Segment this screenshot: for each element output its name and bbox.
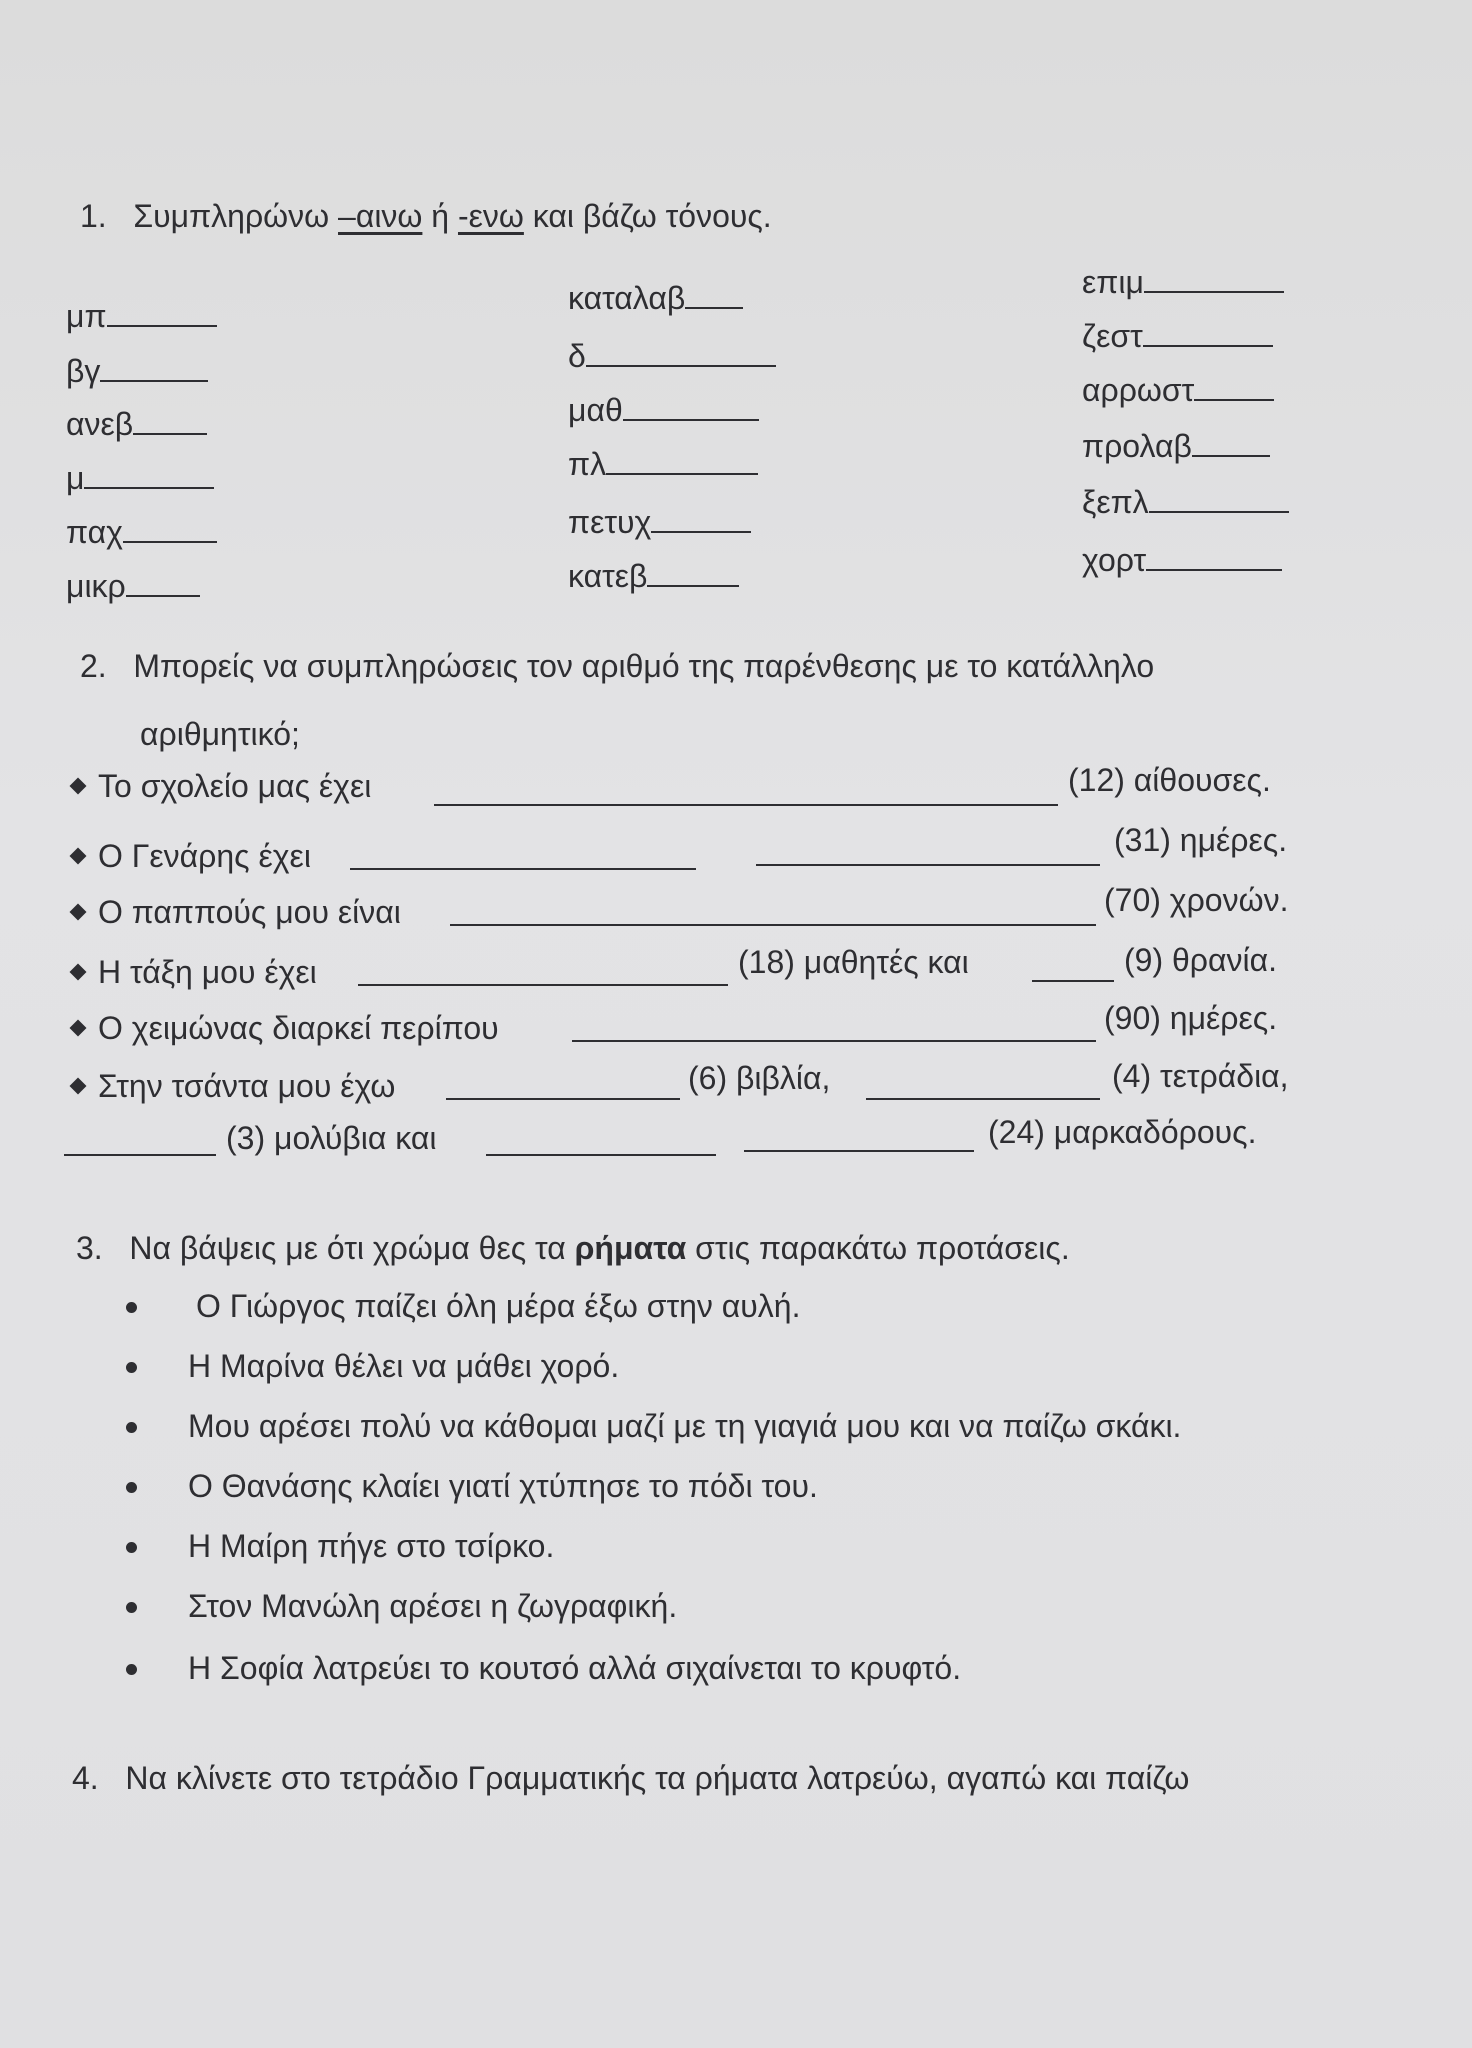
ex3-text-bold: ρήματα (574, 1230, 687, 1266)
ex1-word: μπ (66, 300, 217, 332)
ex3-sentence: Η Μαίρη πήγε στο τσίρκο. (188, 1528, 555, 1564)
ex3-sentence: Ο Γιώργος παίζει όλη μέρα έξω στην αυλή. (196, 1288, 801, 1324)
ex2-number: 2. (80, 648, 107, 684)
ex3-sentence: Μου αρέσει πολύ να κάθομαι μαζί με τη γιαγιά μου και να παίζω σκάκι. (188, 1408, 1182, 1444)
ex3-number: 3. (76, 1230, 103, 1266)
ex2-row-value: (3) μολύβια και (226, 1120, 437, 1156)
diamond-bullet-icon (70, 963, 87, 980)
ex1-option-eno: -ενω (457, 198, 524, 234)
ex3-heading (76, 1232, 1070, 1264)
ex4-text: Να κλίνετε στο τετράδιο Γραμματικής τα ρήματα λατρεύω, αγαπώ και παίζω (125, 1760, 1190, 1796)
ex1-text-mid: ή (422, 198, 458, 234)
ex1-word: μικρ (66, 570, 200, 602)
ex1-text-pre: Συμπληρώνω (133, 198, 339, 234)
ex1-text-post: και βάζω τόνους. (523, 198, 772, 234)
bullet-dot-icon (126, 1542, 137, 1553)
ex1-heading (80, 200, 772, 232)
ex2-row: Ο Γενάρης έχει (72, 840, 311, 872)
ex2-blank (358, 980, 728, 986)
diamond-bullet-icon (70, 903, 87, 920)
diamond-bullet-icon (70, 1019, 87, 1036)
ex1-word: μαθ (568, 394, 759, 426)
ex1-word: μ (66, 462, 214, 494)
ex2-heading (80, 650, 1154, 682)
bullet-dot-icon (126, 1362, 137, 1373)
ex2-blank (450, 920, 1096, 926)
ex1-word: πετυχ (568, 506, 751, 538)
ex2-row: Στην τσάντα μου έχω (72, 1070, 395, 1102)
ex2-blank (744, 1146, 974, 1152)
diamond-bullet-icon (70, 1077, 87, 1094)
ex2-blank (350, 864, 696, 870)
ex1-word: αρρωστ (1082, 374, 1274, 406)
diamond-bullet-icon (70, 777, 87, 794)
ex3-text-post: στις παρακάτω προτάσεις. (686, 1230, 1070, 1266)
ex4-heading (72, 1762, 1189, 1794)
ex1-word: προλαβ (1082, 430, 1270, 462)
ex1-word: πλ (568, 448, 758, 480)
ex3-sentence: Στον Μανώλη αρέσει η ζωγραφική. (188, 1588, 678, 1624)
ex2-row-value: (12) αίθουσες. (1068, 762, 1271, 798)
diamond-bullet-icon (70, 847, 87, 864)
ex2-blank (1032, 976, 1114, 982)
bullet-dot-icon (126, 1302, 137, 1313)
ex2-blank (756, 860, 1100, 866)
ex2-row: Ο παππούς μου είναι (72, 896, 401, 928)
ex1-word: παχ (66, 516, 217, 548)
ex2-blank (486, 1150, 716, 1156)
ex1-option-aino: –αινω (338, 198, 423, 234)
ex1-word: ξεπλ (1082, 486, 1289, 518)
ex2-row-value: (90) ημέρες. (1104, 1000, 1278, 1036)
bullet-dot-icon (126, 1422, 137, 1433)
ex2-row-value-2: (9) θρανία. (1124, 942, 1277, 978)
ex1-word: χορτ (1082, 544, 1282, 576)
ex1-word: δ (568, 340, 776, 372)
ex2-row: Η τάξη μου έχει (72, 956, 317, 988)
ex2-blank (434, 800, 1058, 806)
ex2-row: Ο χειμώνας διαρκεί περίπου (72, 1012, 499, 1044)
ex2-title-line1: Μπορείς να συμπληρώσεις τον αριθμό της παρένθεσης με το κατάλληλο (133, 648, 1155, 684)
ex1-word: κατεβ (568, 560, 739, 592)
ex3-sentence: Ο Θανάσης κλαίει γιατί χτύπησε το πόδι του. (188, 1468, 818, 1504)
ex2-row-value: (70) χρονών. (1104, 882, 1289, 918)
ex2-row-value-2: (4) τετράδια, (1112, 1058, 1289, 1094)
ex3-text-pre: Να βάψεις με ότι χρώμα θες τα (129, 1230, 575, 1266)
bullet-dot-icon (126, 1602, 137, 1613)
ex2-row: Το σχολείο μας έχει (72, 770, 371, 802)
ex3-sentence: Η Μαρίνα θέλει να μάθει χορό. (188, 1348, 620, 1384)
ex1-word: βγ (66, 355, 208, 387)
ex1-word: ανεβ (66, 408, 207, 440)
ex3-sentence: Η Σοφία λατρεύει το κουτσό αλλά σιχαίνεται το κρυφτό. (188, 1650, 962, 1686)
ex1-word: ζεστ (1082, 320, 1273, 352)
ex2-blank (446, 1094, 680, 1100)
ex1-word: επιμ (1082, 266, 1284, 298)
ex2-row-value-2: (24) μαρκαδόρους. (988, 1114, 1257, 1150)
ex4-number: 4. (72, 1760, 99, 1796)
bullet-dot-icon (126, 1664, 137, 1675)
ex2-row-value: (6) βιβλία, (688, 1060, 831, 1096)
ex2-row-value: (18) μαθητές και (738, 944, 969, 980)
ex2-blank (866, 1094, 1100, 1100)
ex2-blank (572, 1036, 1096, 1042)
ex1-word: καταλαβ (568, 282, 743, 314)
ex2-blank (64, 1150, 216, 1156)
ex1-number: 1. (80, 198, 107, 234)
ex2-row-value: (31) ημέρες. (1114, 822, 1288, 858)
bullet-dot-icon (126, 1482, 137, 1493)
ex2-title-line2: αριθμητικό; (140, 716, 300, 752)
